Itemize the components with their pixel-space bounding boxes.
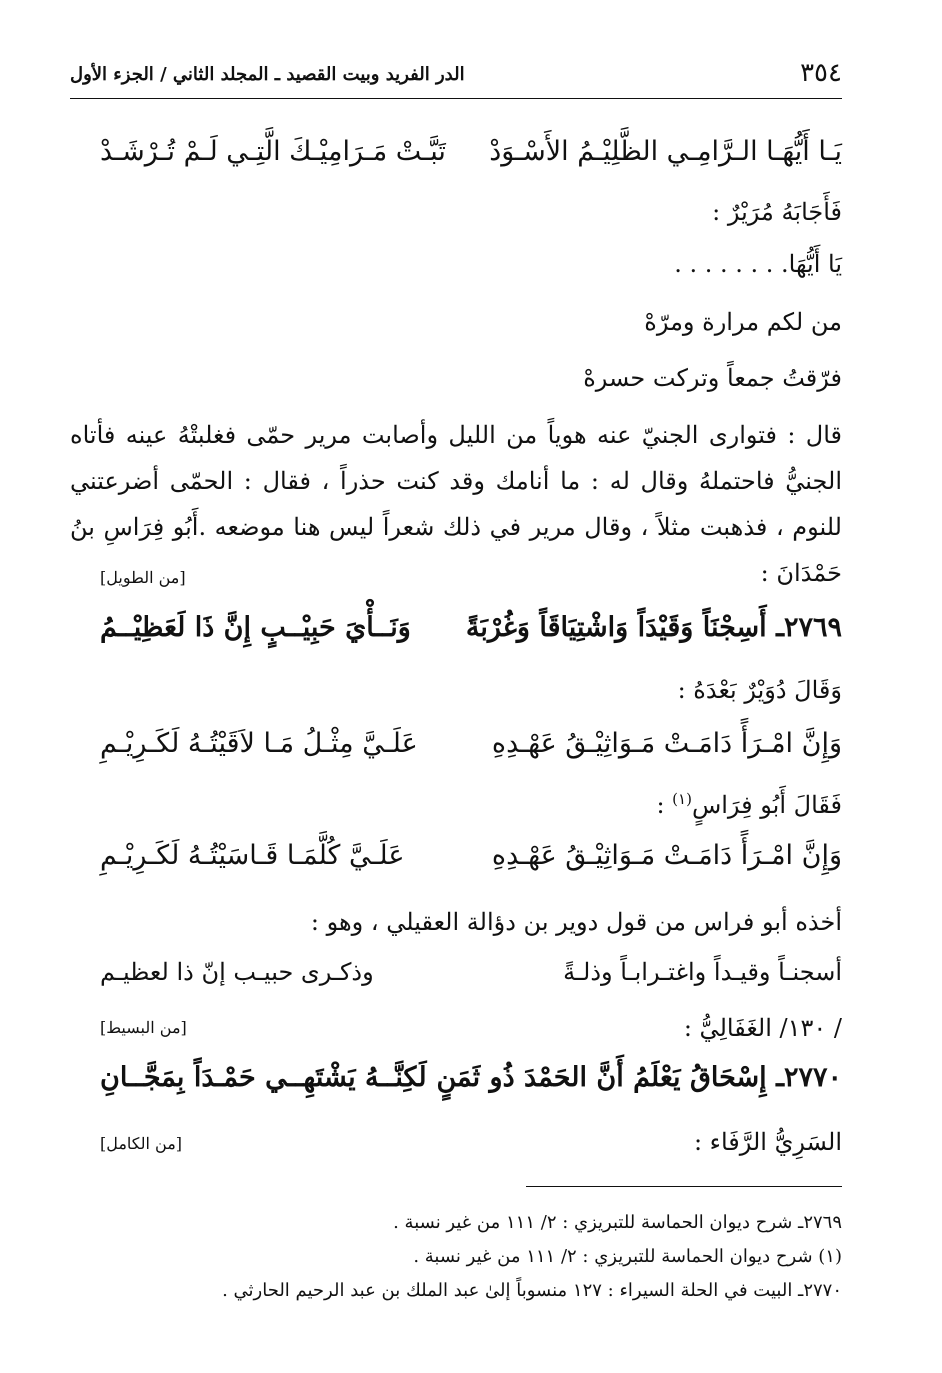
text-line: يَا أَيُّهَا. . . . . . . . bbox=[674, 250, 842, 278]
text-line bbox=[656, 790, 842, 819]
running-title: الدر الفريد وبيت القصيد ـ المجلد الثاني / الجزء الأول bbox=[70, 64, 465, 85]
verse-first-hemistich: يَـا أَيُّهَـا الـرَّامِـي الظَّلِيْـمُ الأَسْـوَدْ bbox=[489, 136, 842, 167]
verse-line bbox=[70, 840, 842, 884]
text-line: وَقَالَ دُوَيْرٌ بَعْدَهُ : bbox=[677, 676, 842, 704]
meter-label: [من الكامل] bbox=[100, 1134, 183, 1153]
verse-second-hemistich: لَكِنَّــهُ يَشْتَهِــي حَمْـدَاً بِمَجَّــانِ bbox=[100, 1062, 427, 1093]
verse-line bbox=[70, 136, 842, 180]
running-header bbox=[70, 52, 842, 99]
text-line: أخذه أبو فراس من قول دوير بن دؤالة العقيلي ، وهو : bbox=[310, 908, 842, 936]
text-line: / ١٣٠/ الغَفَالِيُّ : bbox=[683, 1014, 842, 1042]
verse-second-hemistich: وذكـرى حبيـب إنّ ذا لعظيـم bbox=[100, 958, 374, 986]
text-fragment: : bbox=[656, 791, 673, 819]
verse-first-hemistich: وَإِنَّ امْـرَأً دَامَـتْ مَـوَاثِيْـقُ عَهْـدِهِ bbox=[491, 840, 842, 871]
verse-line-2770 bbox=[70, 1062, 842, 1106]
meter-label: [من الطويل] bbox=[100, 568, 186, 587]
verse-first-hemistich: وَإِنَّ امْـرَأً دَامَـتْ مَـوَاثِيْـقُ عَهْـدِهِ bbox=[491, 728, 842, 759]
verse-line bbox=[70, 958, 842, 1002]
text-fragment: فَقَالَ أَبُو فِرَاسٍ bbox=[691, 791, 842, 819]
text-line: من لكم مرارة ومرّهْ bbox=[644, 308, 842, 336]
footnote-marker: (١) bbox=[672, 790, 692, 808]
footnote: ٢٧٧٠ـ البيت في الحلة السيراء : ١٢٧ منسوباً إلىٰ عبد الملك بن عبد الرحيم الحارثي . bbox=[222, 1280, 842, 1301]
footnote: (١) شرح ديوان الحماسة للتبريزي : ٢/ ١١١ من غير نسبة . bbox=[413, 1246, 842, 1267]
verse-line-2769 bbox=[70, 612, 842, 656]
verse-first-hemistich: ٢٧٦٩ـ أَسِجْنَاً وَقَيْدَاً وَاشْتِيَاقَاً وَغُرْبَةً bbox=[465, 612, 842, 643]
page-number: ٣٥٤ bbox=[800, 58, 842, 88]
verse-second-hemistich: عَلَـيَّ كُلَّمَـا قَـاسَيْتُـهُ لَكَـرِيْـمِ bbox=[100, 840, 405, 871]
verse-second-hemistich: عَلَـيَّ مِثْـلُ مَـا لاَقَيْتُـهُ لَكَـرِيْـمِ bbox=[100, 728, 418, 759]
text-line: فرّقتُ جمعاً وتركت حسرهْ bbox=[583, 364, 842, 392]
verse-line bbox=[70, 728, 842, 772]
prose-paragraph: قال : فتوارى الجنيّ عنه هوياً من الليل وأصابت مرير حمّى فغلبتْهُ عينه فأتاه الجنيُّ فاحتملهُ وقال له : ما أنامك وقد كنت حذراً ، فقال : الحمّى أضرعتني للنوم ، فذهبت مثلاً ، وقال مرير في ذلك شعراً ليس هنا موضعه .أَبُو فِرَاسِ بنُ حَمْدَانَ : bbox=[70, 421, 842, 587]
text-line: السَرِيُّ الرَّفَاء : bbox=[693, 1128, 842, 1156]
verse-second-hemistich: وَنَــأْيَ حَبِيْــبٍ إِنَّ ذَا لَعَظِيْــمُ bbox=[100, 612, 411, 643]
meter-label: [من البسيط] bbox=[100, 1018, 187, 1037]
verse-first-hemistich: أسجنـاً وقيـداً واغتـرابـاً وذلـةً bbox=[563, 958, 842, 986]
text-line: فَأَجَابَهُ مُرَيْرٌ : bbox=[712, 198, 842, 226]
book-page bbox=[70, 52, 842, 1352]
footnote-separator bbox=[526, 1186, 842, 1187]
verse-first-hemistich: ٢٧٧٠ـ إِسْحَاقُ يَعْلَمُ أَنَّ الحَمْدَ ذُو ثَمَنٍ bbox=[436, 1062, 842, 1093]
footnote: ٢٧٦٩ـ شرح ديوان الحماسة للتبريزي : ٢/ ١١١ من غير نسبة . bbox=[393, 1212, 842, 1233]
verse-second-hemistich: تَبَّـتْ مَـرَامِيْـكَ الَّتِـي لَـمْ تُـرْشَـدْ bbox=[100, 136, 446, 167]
